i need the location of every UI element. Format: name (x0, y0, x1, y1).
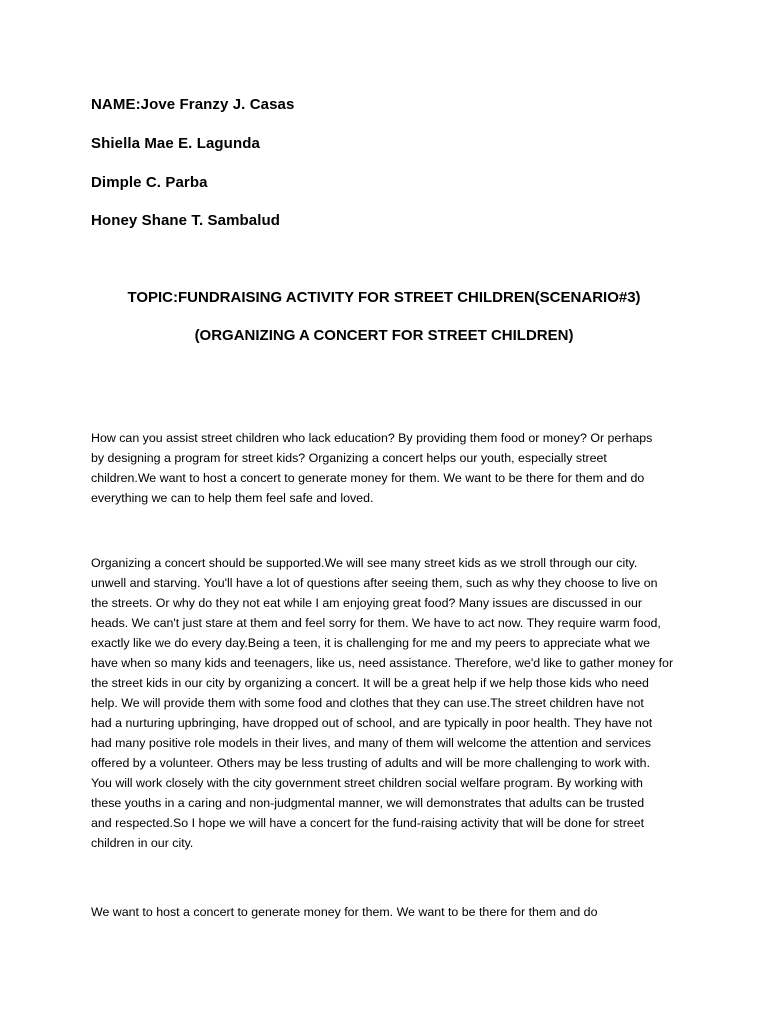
text-line: Organizing a concert should be supported.We will see many street kids as we stroll through our city. (91, 556, 638, 570)
paragraph-2 (91, 553, 691, 853)
text-line: and respected.So I hope we will have a concert for the fund-raising activity that will be done for street (91, 816, 645, 830)
text-line: these youths in a caring and non-judgmental manner, we will demonstrates that adults can be trusted (91, 796, 645, 810)
text-line: children in our city. (91, 836, 194, 850)
text-line: heads. We can't just stare at them and feel sorry for them. We have to act now. They require warm food, (91, 616, 661, 630)
text-line: offered by a volunteer. Others may be less trusting of adults and will be more challenging to work with. (91, 756, 651, 770)
text-line: How can you assist street children who lack education? By providing them food or money? Or perhaps (91, 431, 653, 445)
text-line: the street kids in our city by organizing a concert. It will be a great help if we help those kids who need (91, 676, 649, 690)
text-line: help. We will provide them with some food and clothes that they can use.The street children have not (91, 696, 644, 710)
text-line: the streets. Or why do they not eat while I am enjoying great food? Many issues are discussed in our (91, 596, 642, 610)
text-line: had many positive role models in their lives, and many of them will welcome the attention and services (91, 736, 651, 750)
text-line: children.We want to host a concert to generate money for them. We want to be there for them and do (91, 471, 645, 485)
text-line: had a nurturing upbringing, have dropped out of school, and are typically in poor health. They have not (91, 716, 653, 730)
author-name-1: NAME:Jove Franzy J. Casas (91, 96, 295, 113)
topic-title: TOPIC:FUNDRAISING ACTIVITY FOR STREET CHILDREN(SCENARIO#3) (127, 289, 641, 306)
topic-subtitle: (ORGANIZING A CONCERT FOR STREET CHILDREN) (194, 327, 574, 344)
author-name-3: Dimple C. Parba (91, 174, 208, 191)
text-line: We want to host a concert to generate money for them. We want to be there for them and do (91, 905, 598, 919)
text-line: You will work closely with the city government street children social welfare program. By working with (91, 776, 643, 790)
text-line: by designing a program for street kids? Organizing a concert helps our youth, especially street (91, 451, 607, 465)
text-line: unwell and starving. You'll have a lot of questions after seeing them, such as why they choose to live on (91, 576, 658, 590)
author-name-4: Honey Shane T. Sambalud (91, 212, 281, 229)
paragraph-1 (91, 428, 691, 508)
text-line: everything we can to help them feel safe and loved. (91, 491, 374, 505)
text-line: exactly like we do every day.Being a teen, it is challenging for me and my peers to appreciate what we (91, 636, 651, 650)
text-line: have when so many kids and teenagers, like us, need assistance. Therefore, we'd like to gather money for (91, 656, 674, 670)
paragraph-3 (91, 902, 691, 922)
author-name-2: Shiella Mae E. Lagunda (91, 135, 260, 152)
